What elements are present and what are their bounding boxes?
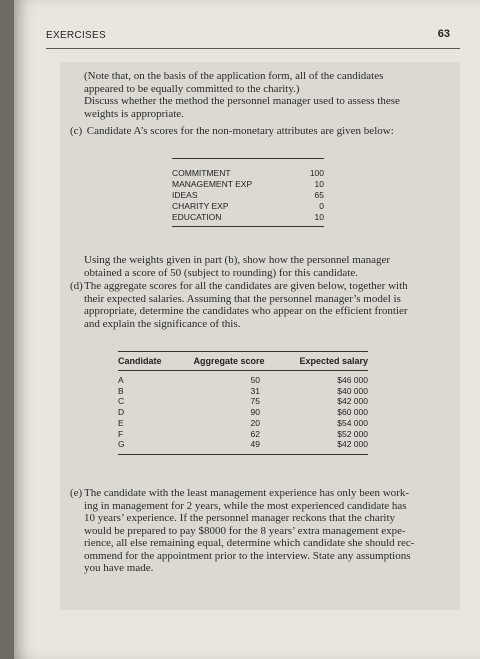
- attribute-score: 100: [309, 168, 324, 178]
- weights-line-1: Using the weights given in part (b), show how the personnel manager: [84, 254, 391, 266]
- candidate-cell: C: [118, 396, 125, 407]
- attribute-score: 10: [314, 212, 324, 222]
- part-d-line-2: their expected salaries. Assuming that the personnel manager’s model is: [84, 292, 401, 305]
- part-d-line-1: The aggregate scores for all the candidates are given below, together with: [84, 280, 408, 292]
- weights-paragraph: [84, 254, 444, 279]
- part-d: [70, 280, 450, 330]
- part-c: [70, 125, 450, 138]
- table-row: [172, 179, 324, 190]
- attribute-name: EDUCATION: [172, 212, 222, 222]
- part-c-text: Candidate A’s scores for the non-monetary attributes are given below:: [86, 125, 394, 137]
- part-e-line-6: ommend for the appointment prior to the interview. State any assumptions: [84, 549, 411, 562]
- salary-cell: $40 000: [337, 385, 368, 396]
- attribute-table: [172, 158, 324, 227]
- salary-cell: $60 000: [337, 407, 368, 418]
- score-cell: 31: [250, 385, 260, 396]
- candidate-table-body: [118, 371, 368, 450]
- attribute-name: COMMITMENT: [172, 168, 231, 178]
- candidate-cell: F: [118, 428, 124, 439]
- attribute-score: 0: [319, 201, 324, 211]
- header-candidate: Candidate: [118, 356, 162, 366]
- part-e-line-1: The candidate with the least management experience has only been work-: [84, 487, 409, 499]
- table-row: [118, 375, 368, 386]
- table-row: [118, 396, 368, 407]
- score-cell: 75: [250, 396, 260, 407]
- candidate-cell: E: [118, 417, 124, 428]
- table-row: [118, 418, 368, 429]
- salary-cell: $46 000: [337, 375, 368, 385]
- table-row: [172, 168, 324, 179]
- part-e-line-3: 10 years’ experience. If the personnel manager reckons that the charity: [84, 512, 396, 524]
- attribute-name: CHARITY EXP: [172, 201, 229, 211]
- candidate-table-bottom-rule: [118, 454, 368, 455]
- note-line-3: Discuss whether the method the personnel manager used to assess these: [84, 95, 400, 107]
- attribute-score: 65: [314, 190, 324, 200]
- candidate-cell: B: [118, 385, 124, 396]
- part-d-label: (d): [70, 280, 83, 292]
- salary-cell: $52 000: [337, 428, 368, 439]
- header-expected-salary: Expected salary: [299, 356, 368, 366]
- attribute-name: IDEAS: [172, 190, 198, 200]
- weights-line-2: obtained a score of 50 (subject to rounding) for this candidate.: [84, 266, 359, 279]
- part-e-line-2: ing in management for 2 years, while the most experienced candidate has: [84, 499, 407, 512]
- part-e-line-5: rience, all else remaining equal, determine which candidate she should rec-: [84, 537, 415, 549]
- note-line-2: appeared to be equally committed to the charity.): [84, 82, 300, 95]
- header-aggregate-score: Aggregate score: [193, 356, 265, 366]
- table-row: [172, 190, 324, 201]
- score-cell: 62: [250, 428, 260, 439]
- running-head-text: EXERCISES: [46, 30, 106, 41]
- part-e: [70, 487, 450, 575]
- table-row: [172, 201, 324, 212]
- header-rule: [46, 48, 460, 49]
- part-e-line-4: would be prepared to pay $8000 for the 8 years’ extra management expe-: [84, 524, 406, 537]
- part-d-line-4: and explain the significance of this.: [84, 317, 241, 330]
- candidate-table: [118, 351, 368, 455]
- attribute-score: 10: [314, 179, 324, 189]
- score-cell: 50: [250, 375, 260, 385]
- part-e-label: (e): [70, 487, 83, 499]
- salary-cell: $54 000: [337, 417, 368, 428]
- candidate-cell: D: [118, 407, 125, 418]
- attribute-name: MANAGEMENT EXP: [172, 179, 253, 189]
- attribute-table-bottom-rule: [172, 226, 324, 227]
- score-cell: 49: [250, 439, 260, 450]
- part-c-label: (c): [70, 125, 83, 137]
- table-row: [118, 386, 368, 397]
- part-e-line-7: you have made.: [84, 562, 154, 574]
- table-row: [118, 407, 368, 418]
- table-row: [118, 439, 368, 450]
- salary-cell: $42 000: [337, 396, 368, 407]
- salary-cell: $42 000: [337, 439, 368, 450]
- note-paragraph: [84, 70, 444, 120]
- attribute-table-top-rule: [172, 158, 324, 159]
- candidate-table-header: [118, 352, 368, 370]
- table-row: [118, 429, 368, 440]
- note-line-4: weights is appropriate.: [84, 107, 184, 120]
- candidate-cell: A: [118, 375, 124, 385]
- part-d-line-3: appropriate, determine the candidates who appear on the efficient frontier: [84, 305, 408, 317]
- score-cell: 90: [250, 407, 260, 418]
- score-cell: 20: [250, 417, 260, 428]
- candidate-cell: G: [118, 439, 125, 450]
- table-row: [172, 212, 324, 223]
- page-number-text: 63: [437, 28, 450, 40]
- note-line-1: (Note that, on the basis of the application form, all of the candidates: [84, 70, 384, 82]
